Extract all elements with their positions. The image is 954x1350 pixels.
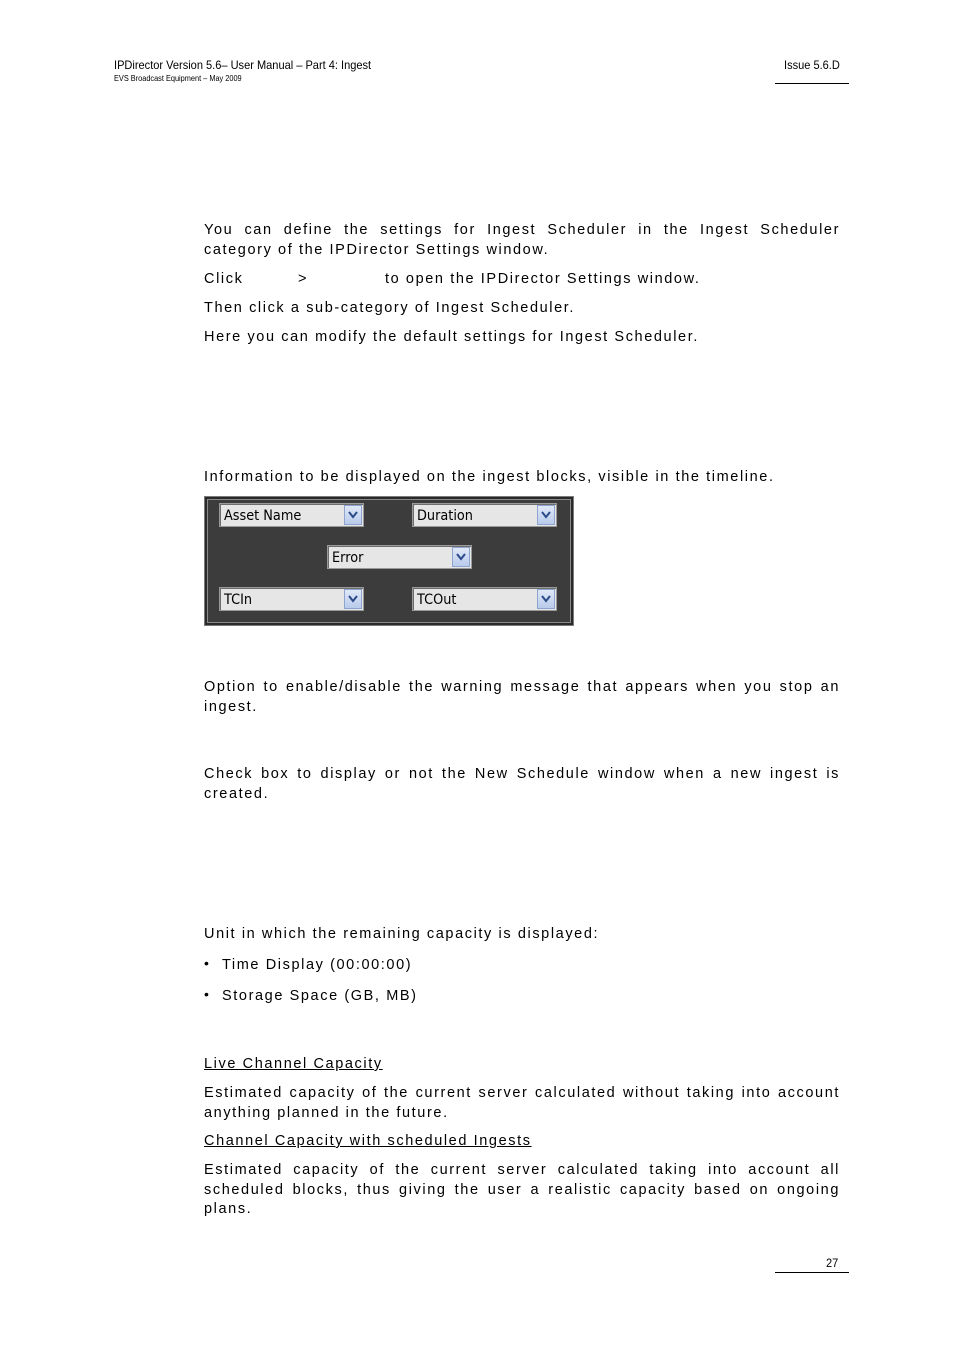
chevron-down-icon[interactable]: [452, 547, 470, 567]
page-number: 27: [826, 1256, 839, 1270]
intro-click-line: [204, 270, 840, 290]
warning-option-text: Option to enable/disable the warning message that appears when you stop an ingest.: [204, 679, 840, 715]
chevron-down-icon[interactable]: [344, 589, 362, 609]
bottom-right-field-dropdown[interactable]: [412, 587, 557, 611]
bullet-icon: •: [204, 986, 209, 1002]
scheduled-capacity-heading: Channel Capacity with scheduled Ingests: [204, 1133, 532, 1149]
header-subtitle: EVS Broadcast Equipment – May 2009: [114, 74, 242, 83]
bullet-icon: •: [204, 955, 209, 971]
dropdown-value: TCIn: [224, 592, 253, 608]
intro-paragraph: You can define the settings for Ingest Scheduler in the Ingest Scheduler category of the IPDirector Settings window.: [204, 222, 840, 258]
footer-rule: [775, 1272, 849, 1273]
header-rule: [775, 83, 849, 84]
intro-modify: Here you can modify the default settings for Ingest Scheduler.: [204, 329, 699, 345]
center-field-dropdown[interactable]: [327, 545, 472, 569]
bottom-left-field-dropdown[interactable]: [219, 587, 364, 611]
ingest-block-fields-panel: [204, 496, 574, 626]
dropdown-value: Error: [332, 550, 364, 566]
top-left-field-dropdown[interactable]: [219, 503, 364, 527]
dropdown-value: Asset Name: [224, 508, 302, 524]
capacity-unit-text: Unit in which the remaining capacity is displayed:: [204, 926, 600, 942]
header-title: IPDirector Version 5.6– User Manual – Part 4: Ingest: [114, 58, 372, 72]
intro-subcategory: Then click a sub-category of Ingest Scheduler.: [204, 300, 576, 316]
top-right-field-dropdown[interactable]: [412, 503, 557, 527]
scheduled-capacity-text: Estimated capacity of the current server calculated taking into account all scheduled blocks, thus giving the user a realistic capacity based on ongoing plans.: [204, 1162, 840, 1217]
info-blocks-text: Information to be displayed on the ingest blocks, visible in the timeline.: [204, 469, 775, 485]
live-capacity-heading: Live Channel Capacity: [204, 1056, 383, 1072]
bullet-storage-space: Storage Space (GB, MB): [222, 988, 418, 1004]
dropdown-value: Duration: [417, 508, 473, 524]
chevron-down-icon[interactable]: [537, 589, 555, 609]
header-issue: Issue 5.6.D: [784, 58, 840, 72]
click-word: Click: [204, 271, 244, 287]
chevron-down-icon[interactable]: [537, 505, 555, 525]
dropdown-value: TCOut: [417, 592, 457, 608]
chevron-down-icon[interactable]: [344, 505, 362, 525]
live-capacity-text: Estimated capacity of the current server calculated without taking into account anything planned in the future.: [204, 1085, 840, 1121]
bullet-time-display: Time Display (00:00:00): [222, 957, 413, 973]
menu-separator: >: [298, 271, 309, 287]
click-rest: to open the IPDirector Settings window.: [385, 271, 701, 287]
new-schedule-text: Check box to display or not the New Schedule window when a new ingest is created.: [204, 766, 840, 802]
